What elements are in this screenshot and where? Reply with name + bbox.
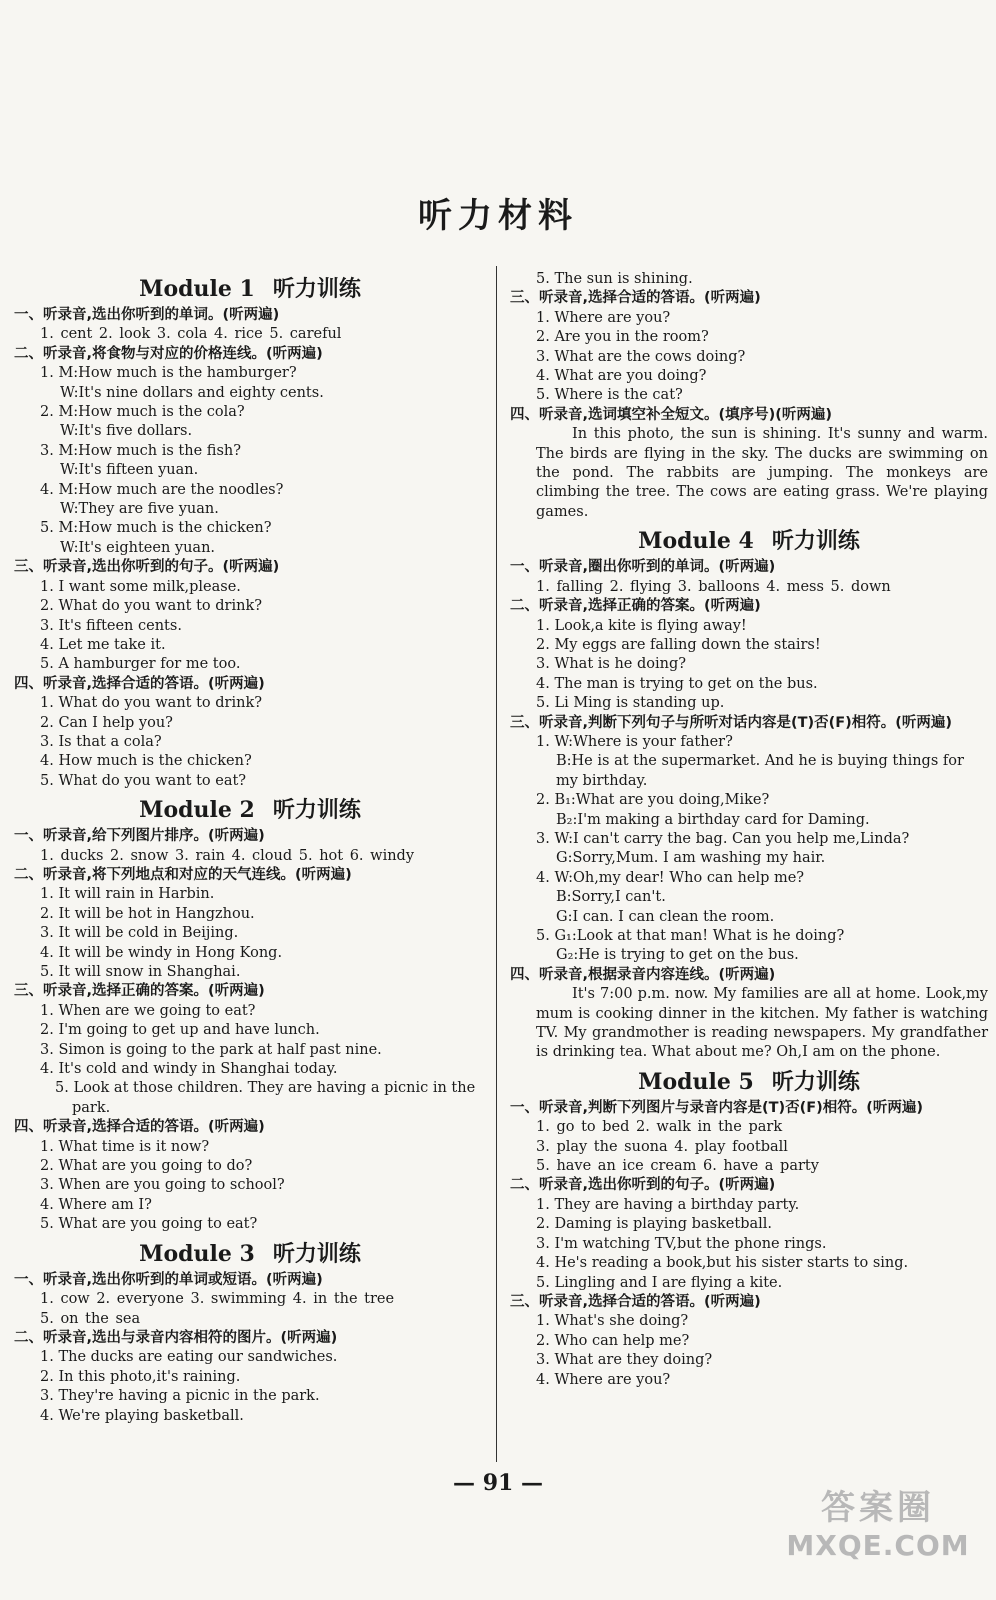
m4-s2-line: 1. Look,a kite is flying away! [536, 617, 747, 634]
module-3-label: Module 3 [139, 1240, 255, 1267]
m3-s1-words: 1. cow 2. everyone 3. swimming 4. in the tree [40, 1291, 395, 1308]
m2-s4-line: 2. What are you going to do? [40, 1158, 253, 1175]
m5-section-2: 二、听录音,选出你听到的句子。(听两遍) [510, 1177, 776, 1194]
m2-s4-line: 4. Where am I? [40, 1196, 152, 1213]
m3-s3-line: 2. Are you in the room? [536, 329, 709, 346]
module-2-title [14, 795, 486, 825]
m5-s1-words: 5. have an ice cream 6. have a party [536, 1158, 819, 1175]
m5-s2-line: 2. Daming is playing basketball. [536, 1216, 773, 1233]
m1-section-1: 一、听录音,选出你听到的单词。(听两遍) [14, 307, 280, 323]
module-5-label: Module 5 [638, 1068, 754, 1095]
m4-s3-line: 1. W:Where is your father? [536, 733, 733, 750]
m1-s4-line: 3. Is that a cola? [40, 733, 162, 750]
m2-section-4: 四、听录音,选择合适的答语。(听两遍) [14, 1119, 265, 1136]
m4-s3-line: G:Sorry,Mum. I am washing my hair. [556, 850, 826, 867]
m1-s2-line: 5. M:How much is the chicken? [40, 520, 272, 537]
m4-section-1: 一、听录音,圈出你听到的单词。(听两遍) [510, 559, 776, 576]
m1-s4-line: 2. Can I help you? [40, 714, 173, 731]
left-column [14, 270, 486, 1426]
m2-s4-line: 3. When are you going to school? [40, 1177, 285, 1194]
m4-s4-passage: It's 7:00 p.m. now. My families are all at home. Look,my mum is cooking dinner in the kitchen. My father is watching TV. My grandmother is reading newspapers. My grandfather is drinking tea. What about me? Oh,I am on the phone. [536, 986, 988, 1061]
m5-s3-line: 3. What are they doing? [536, 1352, 713, 1369]
m4-s3-line: B:He is at the supermarket. And he is buying things for my birthday. [556, 753, 964, 789]
m4-s2-line: 4. The man is trying to get on the bus. [536, 675, 818, 692]
m2-section-1: 一、听录音,给下列图片排序。(听两遍) [14, 828, 265, 845]
m3-section-4: 四、听录音,选词填空补全短文。(填序号)(听两遍) [510, 406, 833, 423]
m5-s3-line: 4. Where are you? [536, 1371, 671, 1388]
m2-section-3: 三、听录音,选择正确的答案。(听两遍) [14, 983, 265, 1000]
m3-s3-line: 3. What are the cows doing? [536, 348, 746, 365]
page-number: — 91 — [453, 1470, 543, 1496]
m4-s3-line: G:I can. I can clean the room. [556, 908, 775, 925]
m1-s3-line: 3. It's fifteen cents. [40, 617, 182, 634]
m3-s3-line: 4. What are you doing? [536, 368, 707, 385]
m5-s2-line: 1. They are having a birthday party. [536, 1196, 800, 1213]
m2-s2-line: 3. It will be cold in Beijing. [40, 925, 239, 942]
m5-s1-words: 1. go to bed 2. walk in the park [536, 1119, 783, 1136]
m2-s3-line: 4. It's cold and windy in Shanghai today. [40, 1061, 338, 1078]
m3-s2-line: 4. We're playing basketball. [40, 1407, 244, 1424]
module-5-label-zh: 听力训练 [771, 1069, 860, 1095]
m3-s2-line: 3. They're having a picnic in the park. [40, 1388, 320, 1405]
m2-section-2: 二、听录音,将下列地点和对应的天气连线。(听两遍) [14, 866, 352, 883]
m5-section-1: 一、听录音,判断下列图片与录音内容是(T)否(F)相符。(听两遍) [510, 1099, 924, 1116]
m4-s1-words: 1. falling 2. flying 3. balloons 4. mess 5. down [536, 578, 891, 595]
m1-section-2: 二、听录音,将食物与对应的价格连线。(听两遍) [14, 345, 323, 362]
m2-s4-line: 1. What time is it now? [40, 1138, 210, 1155]
m2-s1-words: 1. ducks 2. snow 3. rain 4. cloud 5. hot 6. windy [40, 847, 415, 864]
m1-s4-line: 5. What do you want to eat? [40, 772, 247, 789]
m3-s3-line: 1. Where are you? [536, 309, 671, 326]
m1-s2-line: 3. M:How much is the fish? [40, 442, 241, 459]
m2-s3-line: 2. I'm going to get up and have lunch. [40, 1022, 320, 1039]
m5-s1-words: 3. play the suona 4. play football [536, 1138, 788, 1155]
m2-s3-line: 5. Look at those children. They are having a picnic in the park. [55, 1080, 476, 1116]
m4-section-2: 二、听录音,选择正确的答案。(听两遍) [510, 598, 761, 615]
m2-s3-line: 3. Simon is going to the park at half past nine. [40, 1041, 382, 1058]
m1-s2-line: W:It's fifteen yuan. [60, 462, 199, 479]
m4-s2-line: 2. My eggs are falling down the stairs! [536, 636, 821, 653]
module-2-label-zh: 听力训练 [272, 798, 361, 824]
m3-s3-line: 5. Where is the cat? [536, 387, 683, 404]
m5-s3-line: 1. What's she doing? [536, 1313, 689, 1330]
m1-section-3: 三、听录音,选出你听到的句子。(听两遍) [14, 559, 280, 576]
m2-s2-line: 5. It will snow in Shanghai. [40, 964, 241, 980]
m3-section-3: 三、听录音,选择合适的答语。(听两遍) [510, 290, 761, 307]
m3-s2-line: 1. The ducks are eating our sandwiches. [40, 1349, 338, 1366]
m4-s3-line: G₂:He is trying to get on the bus. [556, 947, 799, 964]
m4-s2-line: 3. What is he doing? [536, 656, 687, 673]
m4-section-4: 四、听录音,根据录音内容连线。(听两遍) [510, 966, 776, 983]
m1-s2-line: W:It's nine dollars and eighty cents. [60, 384, 324, 401]
m4-section-3: 三、听录音,判断下列句子与所听对话内容是(T)否(F)相符。(听两遍) [510, 714, 953, 731]
m1-s3-line: 2. What do you want to drink? [40, 598, 263, 615]
m4-s3-line: B₂:I'm making a birthday card for Daming. [556, 811, 870, 828]
module-5-title [510, 1067, 988, 1097]
watermark-url: MXQE.COM [786, 1529, 970, 1562]
m1-section-4: 四、听录音,选择合适的答语。(听两遍) [14, 675, 265, 692]
m1-s3-line: 5. A hamburger for me too. [40, 656, 241, 673]
m3-section-1: 一、听录音,选出你听到的单词或短语。(听两遍) [14, 1271, 323, 1288]
m1-s1-words: 1. cent 2. look 3. cola 4. rice 5. careful [40, 326, 342, 343]
m4-s3-line: 4. W:Oh,my dear! Who can help me? [536, 869, 805, 886]
m5-s3-line: 2. Who can help me? [536, 1332, 690, 1349]
m5-s2-line: 5. Lingling and I are flying a kite. [536, 1274, 783, 1291]
m3-s2-line: 2. In this photo,it's raining. [40, 1368, 241, 1385]
m1-s3-line: 4. Let me take it. [40, 636, 166, 653]
m2-s2-line: 4. It will be windy in Hong Kong. [40, 944, 283, 961]
m1-s2-line: 1. M:How much is the hamburger? [40, 365, 297, 382]
m2-s2-line: 1. It will rain in Harbin. [40, 886, 215, 903]
right-column [510, 270, 988, 1390]
m3-s4-passage: In this photo, the sun is shining. It's sunny and warm. The birds are flying in the sky. The ducks are swimming on the pond. The rabbits are jumping. The monkeys are climbing the tree. The cows are eating grass. We're playing games. [536, 426, 988, 520]
m4-s3-line: 2. B₁:What are you doing,Mike? [536, 792, 770, 809]
watermark-logo [778, 1480, 978, 1590]
module-3-label-zh: 听力训练 [272, 1241, 361, 1267]
m1-s3-line: 1. I want some milk,please. [40, 578, 241, 595]
m1-s2-line: 2. M:How much is the cola? [40, 404, 245, 421]
m3-s1-words-2: 5. on the sea [40, 1310, 141, 1327]
module-4-label: Module 4 [638, 528, 754, 555]
m2-s2-line: 2. It will be hot in Hangzhou. [40, 905, 255, 922]
m4-s2-line: 5. Li Ming is standing up. [536, 695, 725, 712]
page-title: 听力材料 [418, 196, 578, 236]
m1-s2-line: W:It's eighteen yuan. [60, 539, 216, 556]
m1-s4-line: 4. How much is the chicken? [40, 753, 252, 770]
module-4-label-zh: 听力训练 [771, 529, 860, 555]
m2-s3-line: 1. When are we going to eat? [40, 1002, 256, 1019]
module-1-label-zh: 听力训练 [272, 277, 361, 302]
m1-s2-line: W:They are five yuan. [60, 501, 219, 518]
m5-s2-line: 3. I'm watching TV,but the phone rings. [536, 1235, 827, 1252]
m4-s3-line: B:Sorry,I can't. [556, 889, 666, 906]
m4-s3-line: 5. G₁:Look at that man! What is he doing? [536, 928, 845, 944]
watermark-cn: 答案圈 [821, 1488, 935, 1528]
m5-s2-line: 4. He's reading a book,but his sister starts to sing. [536, 1255, 909, 1272]
module-2-label: Module 2 [139, 797, 255, 824]
m3-section-2: 二、听录音,选出与录音内容相符的图片。(听两遍) [14, 1329, 338, 1346]
column-divider [496, 266, 497, 1462]
m3-s2-line: 5. The sun is shining. [536, 271, 693, 287]
m2-s4-line: 5. What are you going to eat? [40, 1216, 258, 1233]
m1-s2-line: W:It's five dollars. [60, 423, 193, 440]
m1-s4-line: 1. What do you want to drink? [40, 695, 263, 712]
m5-section-3: 三、听录音,选择合适的答语。(听两遍) [510, 1293, 761, 1310]
module-4-title [510, 526, 988, 556]
module-1-title [14, 274, 486, 304]
m4-s3-line: 3. W:I can't carry the bag. Can you help me,Linda? [536, 830, 910, 847]
m1-s2-line: 4. M:How much are the noodles? [40, 481, 284, 498]
module-3-title [14, 1239, 486, 1269]
module-1-label: Module 1 [139, 276, 255, 302]
